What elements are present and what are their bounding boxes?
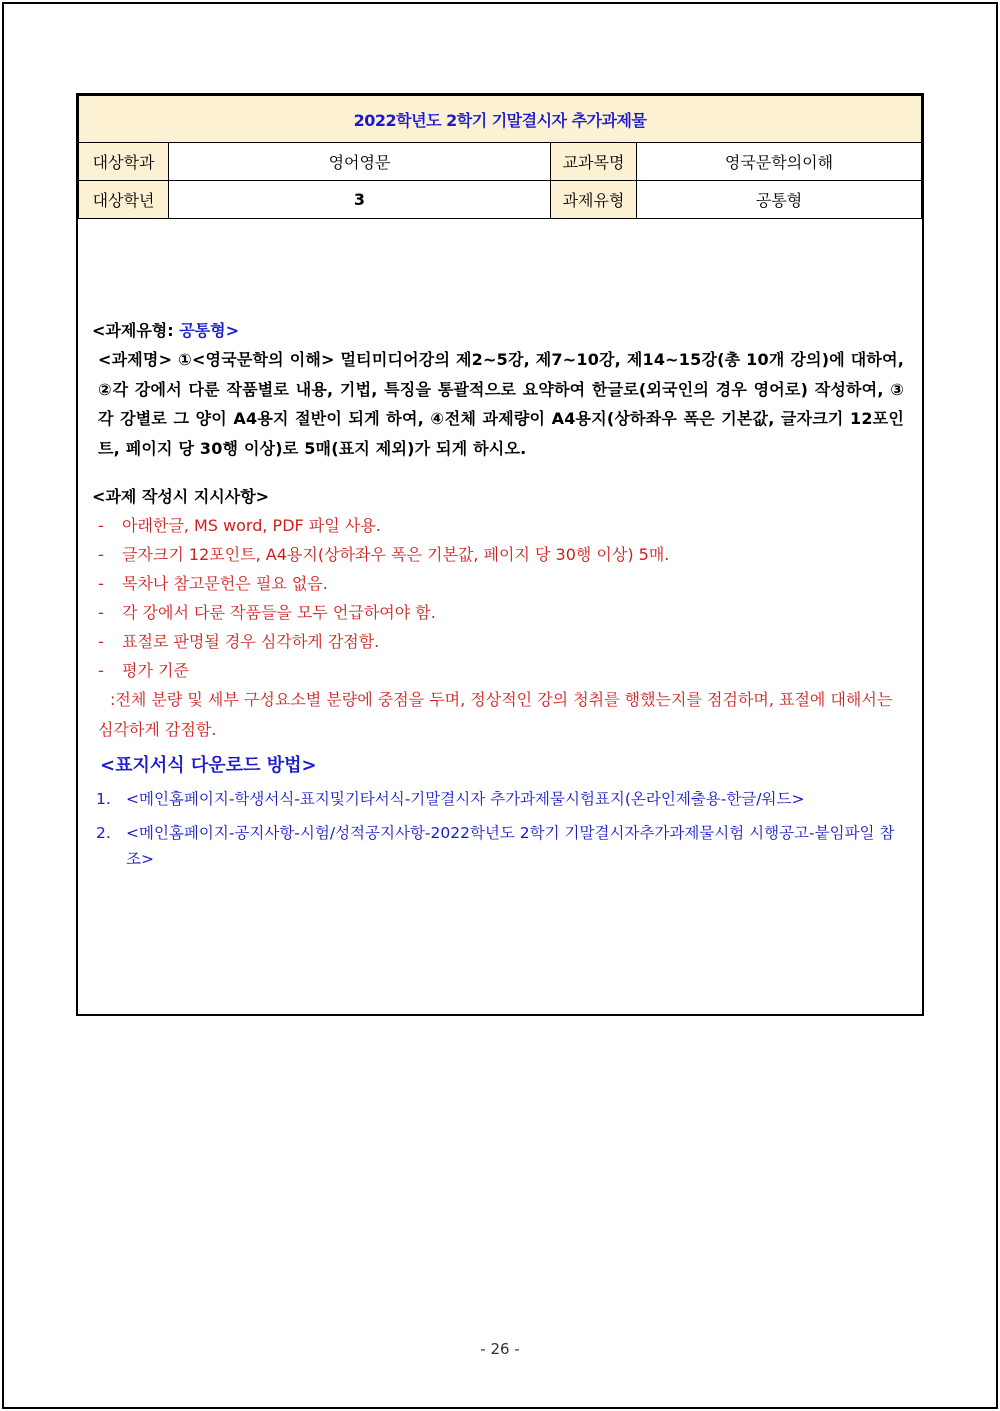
instructions-heading: <과제 작성시 지시사항> <box>92 487 270 506</box>
list-item: - 목차나 참고문헌은 필요 없음. <box>98 574 328 593</box>
task-type-label: 과제유형 <box>551 181 637 219</box>
list-item: 1. <메인홈페이지-학생서식-표지및기타서식-기말결시자 추가과제물시험표지(온라인제출용-한글/워드> <box>96 790 805 808</box>
list-item: - 표절로 판명될 경우 심각하게 감점함. <box>98 632 380 651</box>
list-item: - 평가 기준 <box>98 661 189 680</box>
instructions-list <box>92 511 904 685</box>
task-type-value: 공통형 <box>637 181 922 219</box>
course-value: 영국문학의이해 <box>637 143 922 181</box>
task-description <box>98 345 904 463</box>
task-type-suffix: > <box>225 321 239 340</box>
grade-value: 3 <box>169 181 551 219</box>
task-type-prefix: <과제유형: <box>92 321 180 340</box>
grade-label: 대상학년 <box>79 181 169 219</box>
course-label: 교과목명 <box>551 143 637 181</box>
task-description-text: <과제명> ①<영국문학의 이해> 멀티미디어강의 제2~5강, 제7~10강, 제14~15강(총 10개 강의)에 대하여, ②각 강에서 다룬 작품별로 내용, 기법, 특징을 통괄적으로 요약하여 한글로(외국인의 경우 영어로) 작성하여, ③각 강별로 그 양이 A4용지 절반이 되게 하여, ④전체 과제량이 A4용지(상하좌우 폭은 기본값, 글자크기 12포인트, 페이지 당 30행 이상)로 5매(표지 제외)가 되게 하시오. <box>98 350 904 458</box>
content-body <box>92 317 904 880</box>
header-table <box>78 95 922 219</box>
list-item: - 아래한글, MS word, PDF 파일 사용. <box>98 516 381 535</box>
page-number: - 26 - <box>480 1340 520 1358</box>
list-item: - 글자크기 12포인트, A4용지(상하좌우 폭은 기본값, 페이지 당 30행 이상) 5매. <box>98 545 670 564</box>
assignment-sheet <box>76 93 924 1016</box>
task-type-heading <box>92 317 904 345</box>
department-value: 영어영문 <box>169 143 551 181</box>
download-steps <box>92 786 904 872</box>
evaluation-criteria: :전체 분량 및 세부 구성요소별 분량에 중점을 두며, 정상적인 강의 청취를 행했는지를 점검하며, 표절에 대해서는 심각하게 감점함. <box>98 690 893 739</box>
department-label: 대상학과 <box>79 143 169 181</box>
task-type-highlight: 공통형 <box>179 321 226 340</box>
download-heading: <표지서식 다운로드 방법> <box>100 755 317 776</box>
list-item: - 각 강에서 다룬 작품들을 모두 언급하여야 함. <box>98 603 436 622</box>
page-title: 2022학년도 2학기 기말결시자 추가과제물 <box>79 96 922 143</box>
list-item: 2. <메인홈페이지-공지사항-시험/성적공지사항-2022학년도 2학기 기말결시자추가과제물시험 시행공고-붙임파일 참조> <box>96 824 895 868</box>
